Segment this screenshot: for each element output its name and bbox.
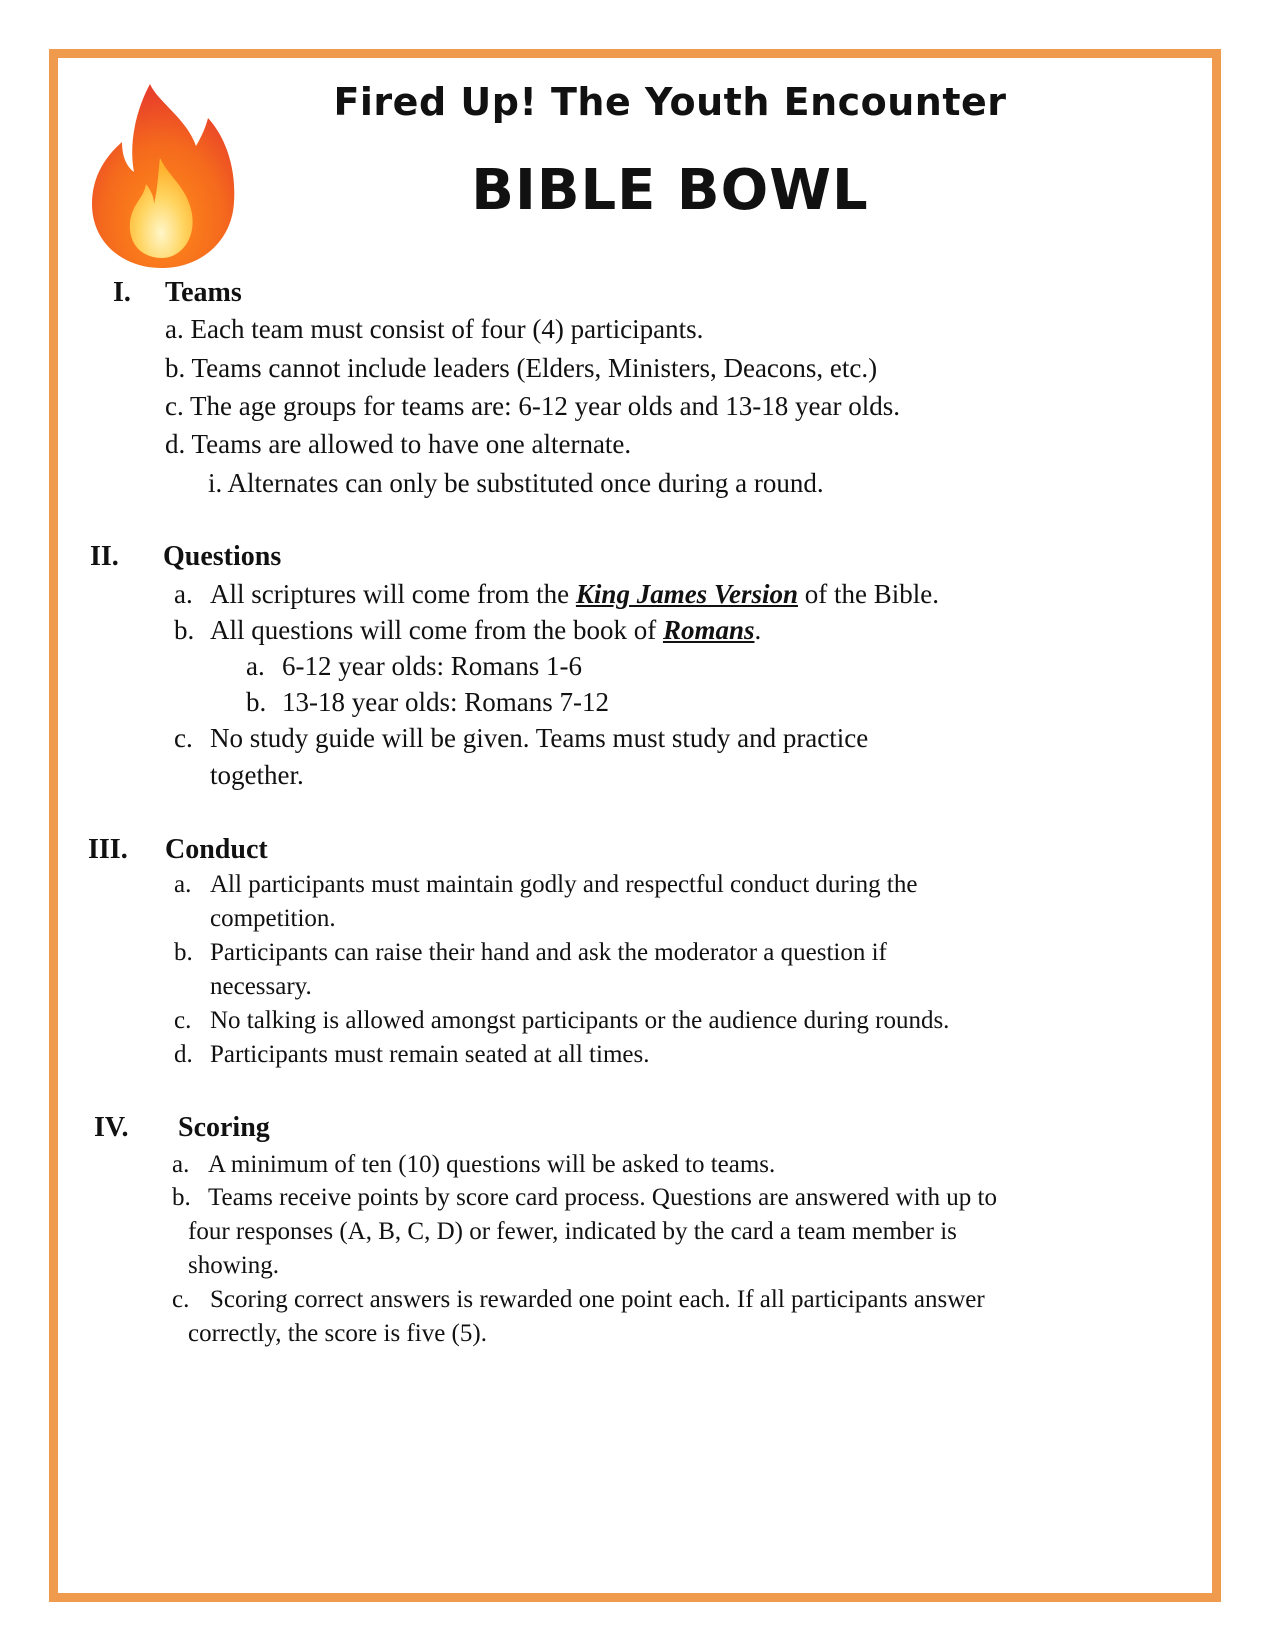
list-marker: c. xyxy=(174,1007,192,1034)
list-subitem: 6-12 year olds: Romans 1-6 xyxy=(282,651,582,681)
section-numeral: II. xyxy=(90,541,119,572)
list-marker: a. xyxy=(246,651,265,681)
list-item: No study guide will be given. Teams must study and practice xyxy=(210,723,869,753)
list-item: All questions will come from the book of Romans. xyxy=(210,615,762,645)
list-marker: b. xyxy=(172,1184,191,1211)
section-numeral: I. xyxy=(113,277,131,308)
list-item: Participants can raise their hand and ask the moderator a question if xyxy=(210,939,887,966)
list-item-continuation: correctly, the score is five (5). xyxy=(188,1320,487,1347)
list-item: c. The age groups for teams are: 6-12 year olds and 13-18 year olds. xyxy=(165,391,901,421)
event-subtitle: Fired Up! The Youth Encounter xyxy=(333,80,1007,124)
fire-icon xyxy=(88,80,238,270)
list-marker: b. xyxy=(174,615,195,645)
list-marker: b. xyxy=(174,939,193,966)
list-item-continuation: together. xyxy=(210,760,304,790)
list-marker: c. xyxy=(172,1286,190,1313)
section-heading: Questions xyxy=(163,541,282,572)
list-item-continuation: necessary. xyxy=(210,973,312,1000)
list-marker: a. xyxy=(174,871,192,898)
list-item: a. Each team must consist of four (4) participants. xyxy=(165,314,704,344)
list-marker: d. xyxy=(174,1041,193,1068)
section-heading: Teams xyxy=(165,277,242,308)
page-title: BIBLE BOWL xyxy=(471,158,869,223)
list-item: A minimum of ten (10) questions will be asked to teams. xyxy=(208,1151,776,1178)
list-item: Scoring correct answers is rewarded one point each. If all participants answer xyxy=(210,1286,985,1313)
list-marker: c. xyxy=(174,723,193,753)
list-subitem: i. Alternates can only be substituted once during a round. xyxy=(208,468,824,498)
list-item-continuation: showing. xyxy=(188,1252,279,1279)
section-numeral: IV. xyxy=(94,1112,129,1143)
list-item: No talking is allowed amongst participants or the audience during rounds. xyxy=(210,1007,950,1034)
kjv-emphasis: King James Version xyxy=(575,579,798,609)
list-item-continuation: competition. xyxy=(210,905,336,932)
list-item: Participants must remain seated at all times. xyxy=(210,1041,650,1068)
list-item: Teams receive points by score card process. Questions are answered with up to xyxy=(208,1184,997,1211)
list-subitem: 13-18 year olds: Romans 7-12 xyxy=(282,687,609,717)
list-item: All participants must maintain godly and respectful conduct during the xyxy=(210,871,918,898)
list-marker: a. xyxy=(172,1151,190,1178)
section-numeral: III. xyxy=(88,834,128,865)
list-item: All scriptures will come from the King James Version of the Bible. xyxy=(210,579,939,609)
romans-emphasis: Romans xyxy=(662,615,755,645)
list-marker: a. xyxy=(174,579,193,609)
list-item: d. Teams are allowed to have one alternate. xyxy=(165,429,632,459)
list-item-continuation: four responses (A, B, C, D) or fewer, indicated by the card a team member is xyxy=(188,1218,957,1245)
section-heading: Conduct xyxy=(165,834,268,865)
list-item: b. Teams cannot include leaders (Elders, Ministers, Deacons, etc.) xyxy=(165,353,878,383)
section-heading: Scoring xyxy=(178,1112,270,1143)
list-marker: b. xyxy=(246,687,267,717)
